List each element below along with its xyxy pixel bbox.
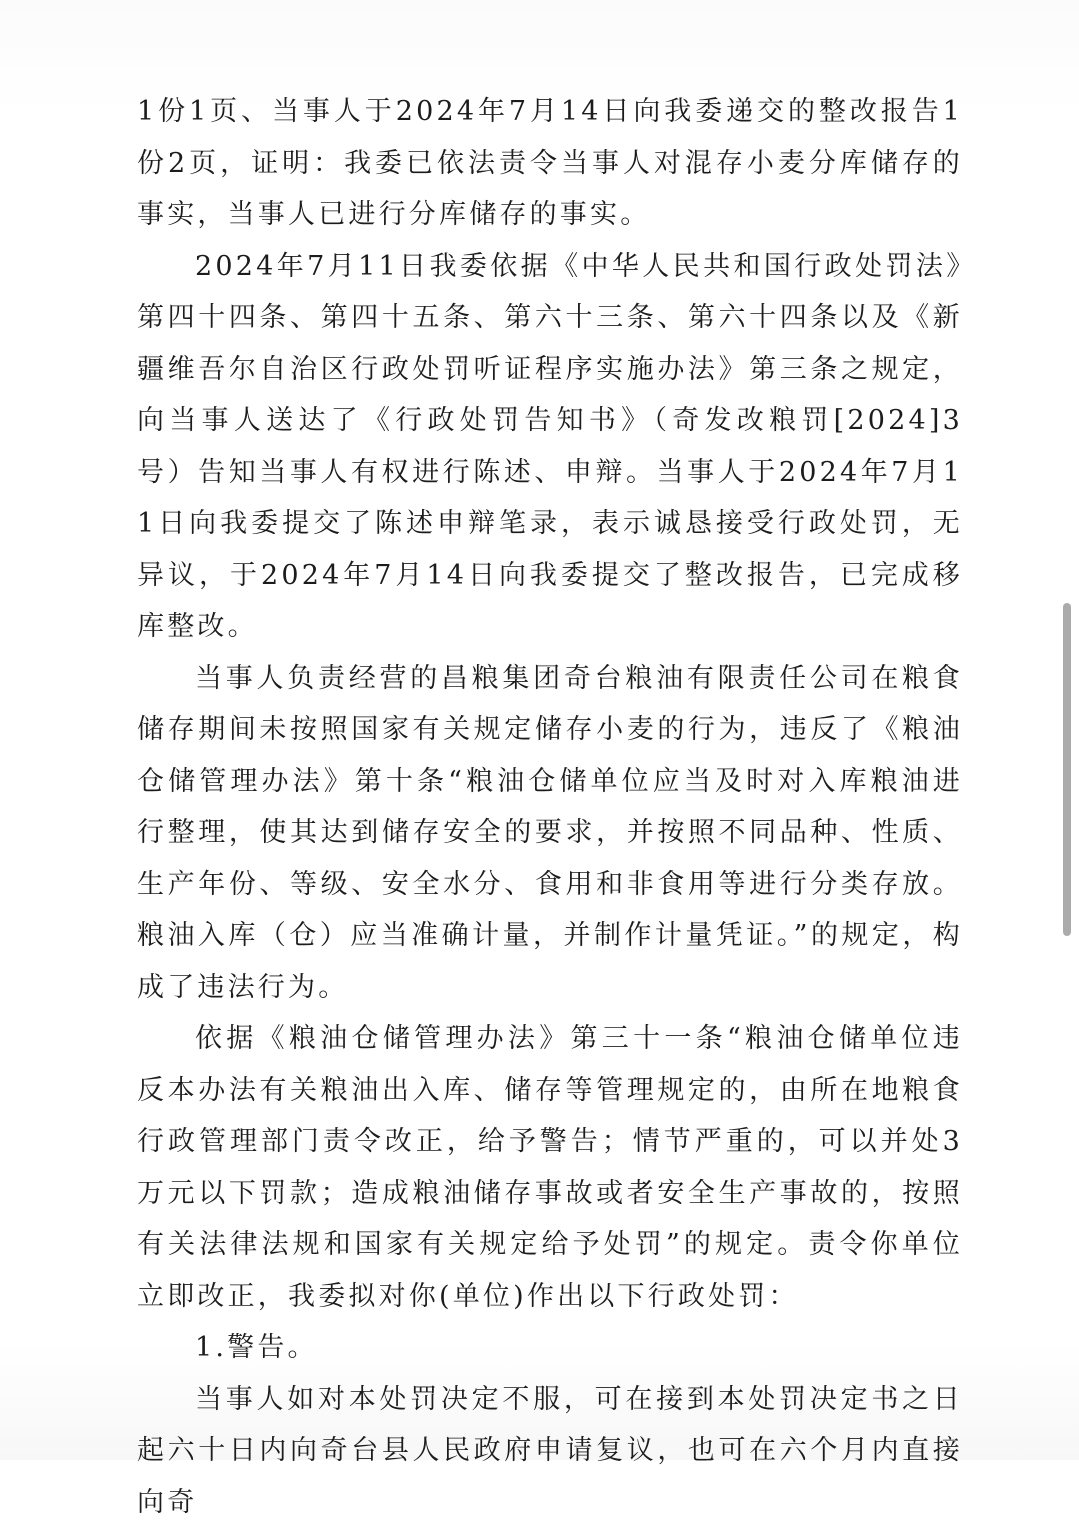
paragraph-evidence-continuation: 1份1页、当事人于2024年7月14日向我委递交的整改报告1份2页，证明：我委已依法责令当事人对混存小麦分库储存的事实，当事人已进行分库储存的事实。 [137, 86, 963, 241]
paragraph-notification: 2024年7月11日我委依据《中华人民共和国行政处罚法》第四十四条、第四十五条、第六十三条、第六十四条以及《新疆维吾尔自治区行政处罚听证程序实施办法》第三条之规定，向当事人送达了《行政处罚告知书》（奇发改粮罚[2024]3号）告知当事人有权进行陈述、申辩。当事人于2024年7月11日向我委提交了陈述申辩笔录，表示诚恳接受行政处罚，无异议，于2024年7月14日向我委提交了整改报告，已完成移库整改。 [137, 241, 963, 653]
vertical-scrollbar[interactable] [1063, 603, 1071, 936]
document-body [137, 86, 963, 1528]
paragraph-violation: 当事人负责经营的昌粮集团奇台粮油有限责任公司在粮食储存期间未按照国家有关规定储存小麦的行为，违反了《粮油仓储管理办法》第十条“粮油仓储单位应当及时对入库粮油进行整理，使其达到储存安全的要求，并按照不同品种、性质、生产年份、等级、安全水分、食用和非食用等进行分类存放。粮油入库（仓）应当准确计量，并制作计量凭证。”的规定，构成了违法行为。 [137, 653, 963, 1014]
paragraph-legal-basis: 依据《粮油仓储管理办法》第三十一条“粮油仓储单位违反本办法有关粮油出入库、储存等管理规定的，由所在地粮食行政管理部门责令改正，给予警告；情节严重的，可以并处3万元以下罚款；造成粮油储存事故或者安全生产事故的，按照有关法律法规和国家有关规定给予处罚”的规定。责令你单位立即改正，我委拟对你(单位)作出以下行政处罚： [137, 1013, 963, 1322]
penalty-item-warning: 1.警告。 [137, 1322, 963, 1374]
paragraph-appeal-rights: 当事人如对本处罚决定不服，可在接到本处罚决定书之日起六十日内向奇台县人民政府申请复议，也可在六个月内直接向奇 [137, 1374, 963, 1528]
